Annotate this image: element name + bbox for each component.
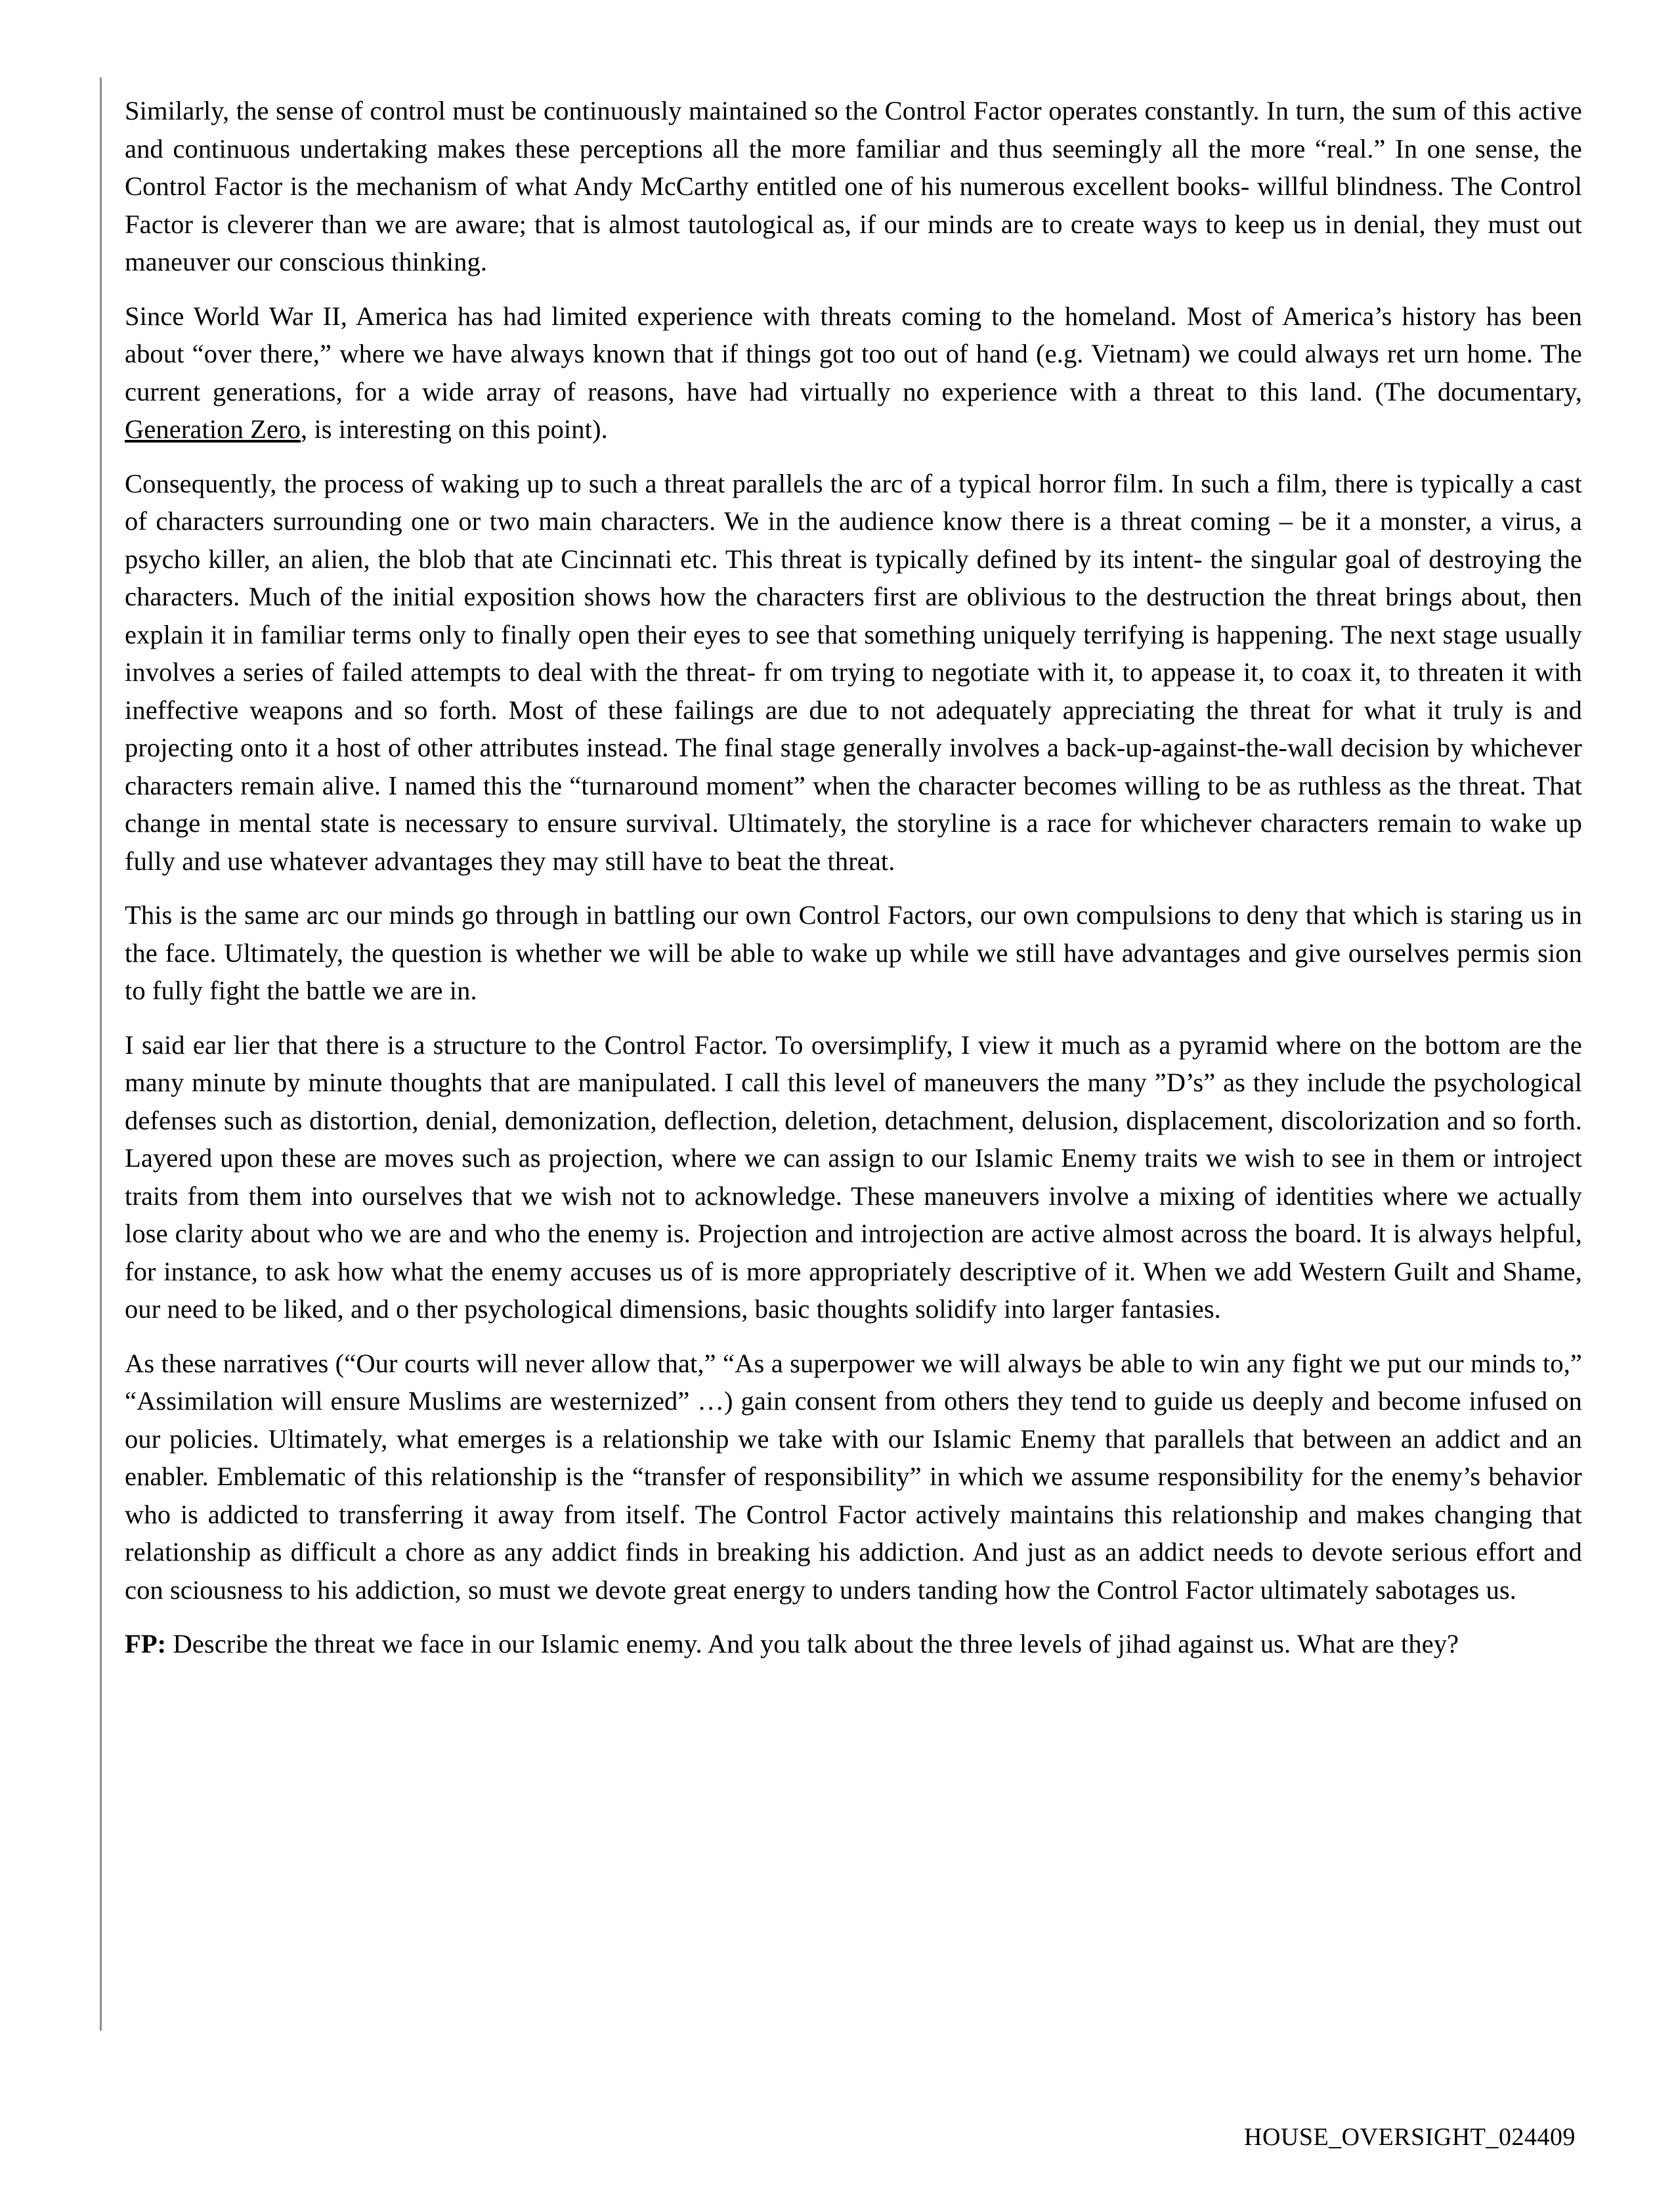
paragraph-control-factor: Similarly, the sense of control must be continuously maintained so the Control Factor operates constantly. In turn, the sum of this active and continuous undertaking makes these perceptions all the more familiar and thus seemingly all the more “real.” In one sense, the Control Factor is the mechanism of what Andy McCarthy entitled one of his numerous excellent books- willful blindness. The Control Factor is cleverer than we are aware; that is almost tautological as, if our minds are to create ways to keep us in denial, they must out maneuver our conscious thinking. <box>125 96 1582 276</box>
generation-zero-title: Generation Zero <box>125 414 301 444</box>
speaker-label-fp: FP: <box>125 1629 167 1659</box>
paragraph-world-war-two <box>125 297 1582 448</box>
paragraph-interview-question <box>125 1625 1582 1663</box>
paragraph-text-part-2: , is interesting on this point). <box>301 414 608 444</box>
document-body <box>125 92 1582 1663</box>
paragraph-horror-film: Consequently, the process of waking up to such a threat parallels the arc of a typical horror film. In such a film, there is typically a cast of characters surrounding one or two main characters. We in the audience know there is a threat coming – be it a monster, a virus, a psycho killer, an alien, the blob that ate Cincinnati etc. This threat is typically defined by its intent- the singular goal of destroying the characters. Much of the initial exposition shows how the characters first are oblivious to the destruction the threat brings about, then explain it in familiar terms only to finally open their eyes to see that something uniquely terrifying is happening. The next stage usually involves a series of failed attempts to deal with the threat- fr om trying to negotiate with it, to appease it, to coax it, to threaten it with ineffective weapons and so forth. Most of these failings are due to not adequately appreciating the threat for what it truly is and projecting onto it a host of other attributes instead. The final stage generally involves a back-up-against-the-wall decision by whichever characters remain alive. I named this the “turnaround moment” when the character becomes willing to be as ruthless as the threat. That change in mental state is necessary to ensure survival. Ultimately, the storyline is a race for whichever characters remain to wake up fully and use whatever advantages they may still have to beat the threat. <box>125 468 1582 876</box>
paragraph-text-part-1: Since World War II, America has had limited experience with threats coming to the homeland. Most of America’s history has been about “over there,” where we have always known that if things got too out of hand (e.g. Vietnam) we could always ret urn home. The current generations, for a wide array of reasons, have had virtually no experience with a threat to this land. (The documentary, <box>125 301 1582 406</box>
paragraph-pyramid-structure: I said ear lier that there is a structure to the Control Factor. To oversimplify, I view it much as a pyramid where on the bottom are the many minute by minute thoughts that are manipulated. I call this level of maneuvers the many ”D’s” as they include the psychological defenses such as distortion, denial, demonization, deflection, deletion, detachment, delusion, displacement, discolorization and so forth. Layered upon these are moves such as projection, where we can assign to our Islamic Enemy traits we wish to see in them or introject traits from them into ourselves that we wish not to acknowledge. These maneuvers involve a mixing of identities where we actually lose clarity about who we are and who the enemy is. Projection and introjection are active almost across the board. It is always helpful, for instance, to ask how what the enemy accuses us of is more appropriately descriptive of it. When we add Western Guilt and Shame, our need to be liked, and o ther psychological dimensions, basic thoughts solidify into larger fantasies. <box>125 1030 1582 1324</box>
left-margin-rule <box>100 77 102 2031</box>
bates-stamp: HOUSE_OVERSIGHT_024409 <box>1244 2123 1576 2151</box>
paragraph-same-arc: This is the same arc our minds go through in battling our own Control Factors, our own compulsions to deny that which is staring us in the face. Ultimately, the question is whether we will be able to wake up while we still have advantages and give ourselves permis sion to fully fight the battle we are in. <box>125 900 1582 1005</box>
interview-question-text: Describe the threat we face in our Islamic enemy. And you talk about the three levels of jihad against us. What are they? <box>166 1629 1459 1659</box>
paragraph-narratives: As these narratives (“Our courts will never allow that,” “As a superpower we will always be able to win any fight we put our minds to,” “Assimilation will ensure Muslims are westernized” …) gain consent from others they tend to guide us deeply and become infused on our policies. Ultimately, what emerges is a relationship we take with our Islamic Enemy that parallels that between an addict and an enabler. Emblematic of this relationship is the “transfer of responsibility” in which we assume responsibility for the enemy’s behavior who is addicted to transferring it away from itself. The Control Factor actively maintains this relationship and makes changing that relationship as difficult a chore as any addict finds in breaking his addiction. And just as an addict needs to devote serious effort and con sciousness to his addiction, so must we devote great energy to unders tanding how the Control Factor ultimately sabotages us. <box>125 1348 1582 1605</box>
